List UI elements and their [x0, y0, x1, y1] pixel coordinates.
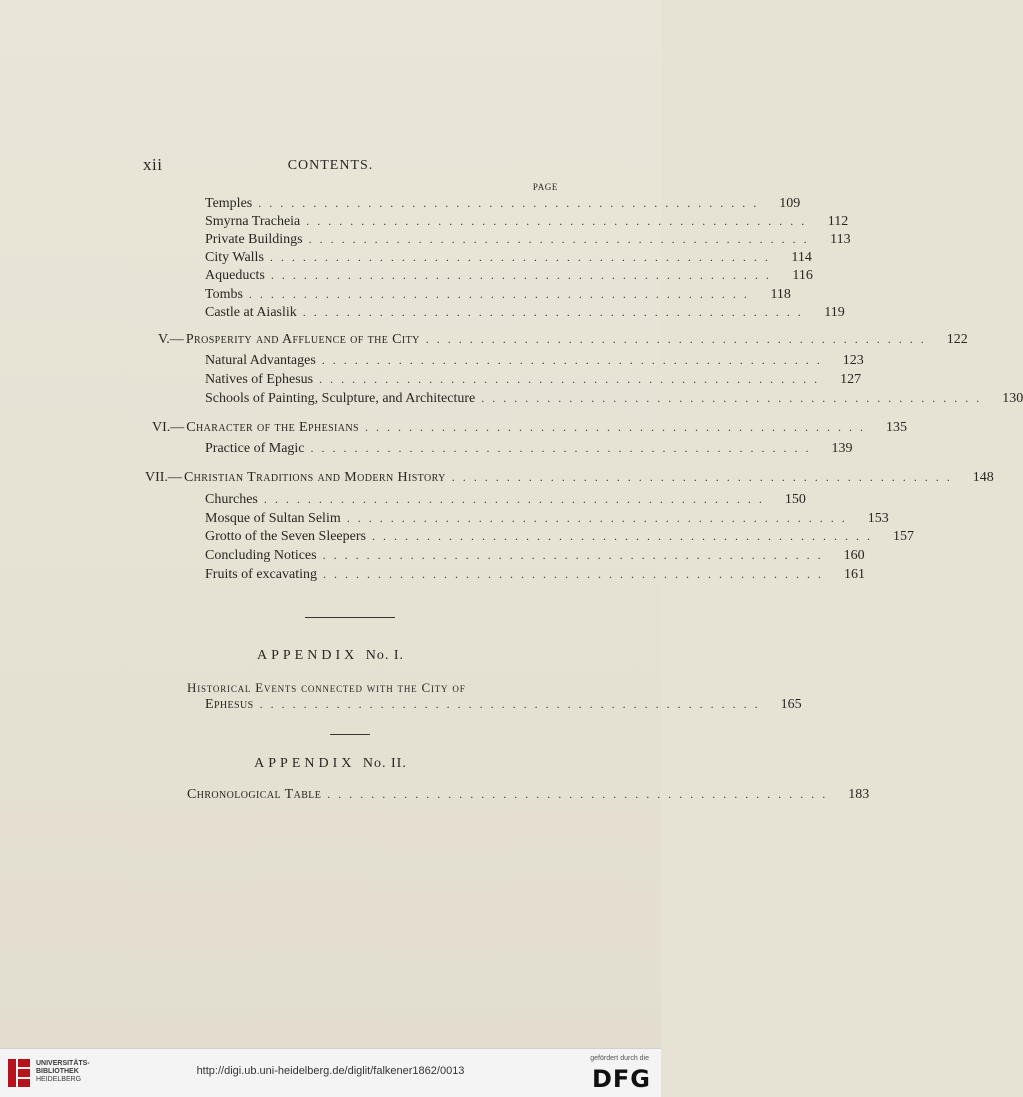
chapter-number: VI.— — [152, 420, 185, 435]
toc-entry — [205, 546, 865, 564]
toc-entry — [205, 695, 802, 713]
toc-entry-label: Fruits of excavating — [205, 567, 317, 582]
chapter-title: Character of the Ephesians — [186, 420, 359, 435]
toc-entry — [205, 490, 806, 508]
toc-entry — [205, 389, 1023, 407]
appendix-heading — [0, 648, 661, 664]
toc-entry-label: City Walls — [205, 250, 264, 265]
leader-dots: .............................................. — [310, 441, 817, 455]
toc-entry-label: Ephesus — [205, 697, 254, 712]
leader-dots: .............................................. — [302, 305, 809, 319]
chapter-title: Prosperity and Affluence of the City — [185, 332, 420, 347]
leader-dots: .............................................. — [322, 567, 829, 581]
library-name-line2: BIBLIOTHEK — [36, 1068, 79, 1075]
toc-entry-page: 150 — [784, 492, 806, 507]
toc-entry-page: 119 — [824, 305, 845, 320]
leader-dots: .............................................. — [364, 420, 871, 434]
library-name-line3: HEIDELBERG — [36, 1076, 82, 1083]
toc-chapter — [152, 418, 907, 436]
toc-entry — [205, 285, 791, 303]
chapter-page: 122 — [946, 332, 968, 347]
toc-entry — [187, 785, 870, 803]
leader-dots: .............................................. — [306, 214, 813, 228]
toc-entry-page: 114 — [791, 250, 812, 265]
permalink-url[interactable]: http://digi.ub.uni-heidelberg.de/diglit/falkener1862/0013 — [196, 1065, 465, 1077]
appendix-title: APPENDIX — [256, 648, 359, 663]
toc-entry-page: 116 — [792, 268, 813, 283]
toc-entry-page: 123 — [842, 353, 864, 368]
toc-entry — [205, 439, 853, 457]
toc-entry-page: 127 — [840, 372, 862, 387]
toc-entry-page: 153 — [867, 511, 889, 526]
chapter-title: Christian Traditions and Modern History — [183, 470, 446, 485]
toc-entry-label: Grotto of the Seven Sleepers — [205, 529, 366, 544]
leader-dots: .............................................. — [270, 268, 777, 282]
leader-dots: .............................................. — [425, 332, 932, 346]
chapter-number: V.— — [158, 332, 184, 347]
toc-entry-label: Natives of Ephesus — [205, 372, 314, 387]
toc-entry-label: Chronological Table — [187, 787, 322, 802]
running-head: CONTENTS. — [287, 158, 374, 173]
toc-entry-label: Churches — [205, 492, 258, 507]
toc-entry-page: 183 — [848, 787, 870, 802]
toc-entry — [205, 565, 865, 583]
library-name-line1: UNIVERSITÄTS- — [36, 1060, 90, 1067]
leader-dots: .............................................. — [371, 529, 878, 543]
leader-dots: .............................................. — [258, 196, 765, 210]
toc-entry-label: Concluding Notices — [205, 548, 317, 563]
toc-entry — [205, 370, 862, 388]
toc-chapter — [145, 468, 994, 486]
folio: xii — [143, 155, 163, 174]
appendix-title: APPENDIX — [254, 756, 356, 771]
toc-entry-label: Schools of Painting, Sculpture, and Architecture — [205, 391, 476, 406]
leader-dots: .............................................. — [321, 353, 828, 367]
leader-dots: .............................................. — [248, 287, 755, 301]
toc-entry-page: 118 — [770, 287, 791, 302]
toc-entry-label: Mosque of Sultan Selim — [205, 511, 341, 526]
appendix-number: No. II. — [362, 756, 407, 771]
page-column-label: PAGE — [532, 182, 558, 192]
toc-chapter — [158, 330, 968, 348]
toc-entry — [205, 527, 914, 545]
dfg-logo: DFG — [591, 1065, 651, 1093]
section-rule — [330, 734, 370, 735]
toc-entry — [205, 212, 849, 230]
toc-entry — [205, 303, 845, 321]
leader-dots: .............................................. — [263, 492, 770, 506]
toc-entry-page: 165 — [780, 697, 802, 712]
leader-dots: .............................................. — [481, 391, 988, 405]
toc-entry-label: Smyrna Tracheia — [205, 214, 301, 229]
toc-entry-label: Aqueducts — [205, 268, 265, 283]
leader-dots: .............................................. — [322, 548, 829, 562]
leader-dots: .............................................. — [269, 250, 776, 264]
toc-entry — [205, 248, 812, 266]
leader-dots: .............................................. — [259, 697, 766, 711]
appendix-number: No. I. — [365, 648, 404, 663]
toc-entry-label: Private Buildings — [205, 232, 303, 247]
funder-caption: gefördert durch die — [590, 1055, 649, 1062]
section-rule — [305, 617, 395, 618]
toc-entry-page: 109 — [779, 196, 801, 211]
toc-entry-page: 112 — [827, 214, 849, 229]
leader-dots: .............................................. — [308, 232, 815, 246]
toc-entry-page: 130 — [1002, 391, 1023, 406]
chapter-page: 148 — [972, 470, 994, 485]
toc-entry-page: 157 — [892, 529, 914, 544]
appendix-entry-line1: Historical Events connected with the City of — [187, 680, 466, 695]
leader-dots: .............................................. — [327, 787, 834, 801]
toc-entry-page: 161 — [843, 567, 865, 582]
toc-entry — [205, 509, 889, 527]
leader-dots: .............................................. — [346, 511, 853, 525]
toc-entry — [205, 351, 864, 369]
toc-entry-label: Tombs — [205, 287, 243, 302]
toc-entry-label: Practice of Magic — [205, 441, 305, 456]
appendix-heading — [0, 756, 661, 772]
toc-entry — [205, 230, 851, 248]
toc-entry-page: 160 — [843, 548, 865, 563]
toc-entry — [205, 194, 801, 212]
toc-entry — [205, 266, 813, 284]
toc-entry-label: Castle at Aiaslik — [205, 305, 297, 320]
toc-entry-label: Natural Advantages — [205, 353, 316, 368]
leader-dots: .............................................. — [319, 372, 826, 386]
toc-entry-label: Temples — [205, 196, 253, 211]
toc-entry-page: 113 — [830, 232, 851, 247]
leader-dots: .............................................. — [451, 470, 958, 484]
chapter-page: 135 — [885, 420, 907, 435]
toc-entry-page: 139 — [831, 441, 853, 456]
chapter-number: VII.— — [145, 470, 182, 485]
viewer-footer — [0, 1048, 661, 1097]
